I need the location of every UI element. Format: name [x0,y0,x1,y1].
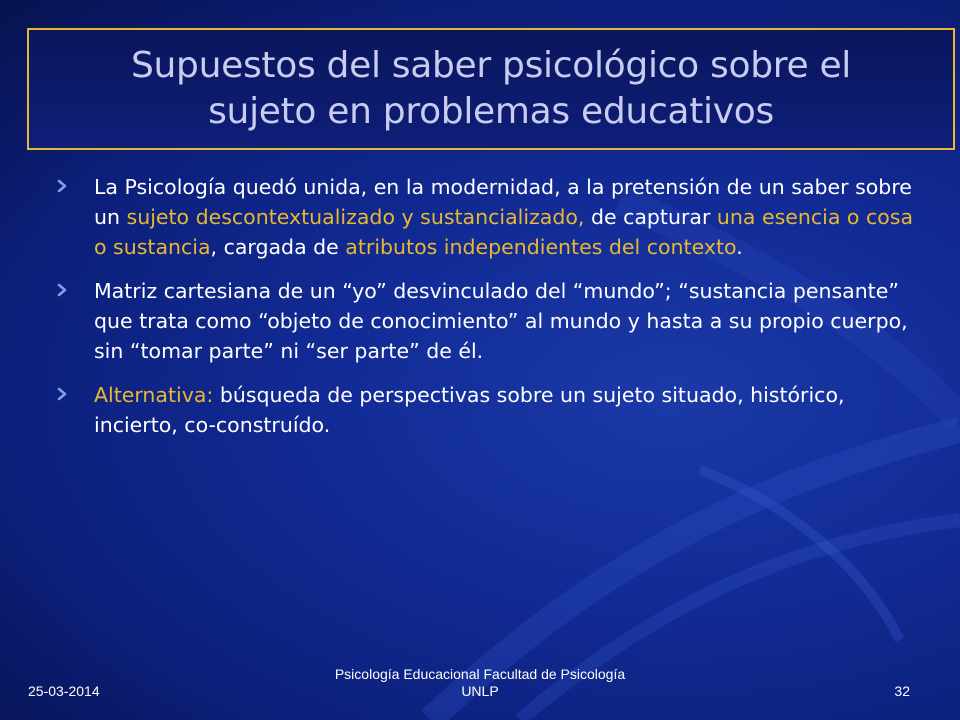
chevron-right-icon [56,175,70,197]
bullet-item-2 [56,276,916,366]
bullet-1-highlight-a: sujeto descontextualizado y sustancializado, [126,205,585,229]
footer-course-line-2: UNLP [461,683,499,699]
footer-date: 25-03-2014 [28,683,100,699]
slide-title-line-1: Supuestos del saber psicológico sobre el [130,45,852,86]
bullet-3-highlight: Alternativa: [94,383,214,407]
bullet-1-text-b: de capturar [584,205,717,229]
bullet-3-text: búsqueda de perspectivas sobre un sujeto situado, histórico, incierto, co-construído. [94,383,845,437]
bullet-1-text-a: La Psicología quedó unida, en la modernidad, a la pretensión de un saber sobre un [94,175,912,229]
bullet-item-3 [56,380,916,440]
bullet-1-text-d: . [736,235,743,259]
bullet-1-highlight-c: atributos independientes del contexto [345,235,737,259]
footer-course [280,666,680,700]
chevron-right-icon [56,383,70,405]
slide-title-line-2: sujeto en problemas educativos [208,91,774,132]
bullet-2-text: Matriz cartesiana de un “yo” desvinculado del “mundo”; “sustancia pensante” que trata como “objeto de conocimiento” al mundo y hasta a su propio cuerpo, sin “tomar parte” ni “ser parte” de él. [94,279,908,363]
bullet-item-1 [56,172,916,262]
bullet-1-highlight-b: una esencia o cosa o sustancia [94,205,914,259]
bullet-list [56,172,916,454]
footer-course-line-1: Psicología Educacional Facultad de Psicología [334,666,626,682]
chevron-right-icon [56,279,70,301]
footer-page-number: 32 [894,683,910,699]
slide-title-box [27,28,955,150]
bullet-1-text-c: , cargada de [210,235,346,259]
